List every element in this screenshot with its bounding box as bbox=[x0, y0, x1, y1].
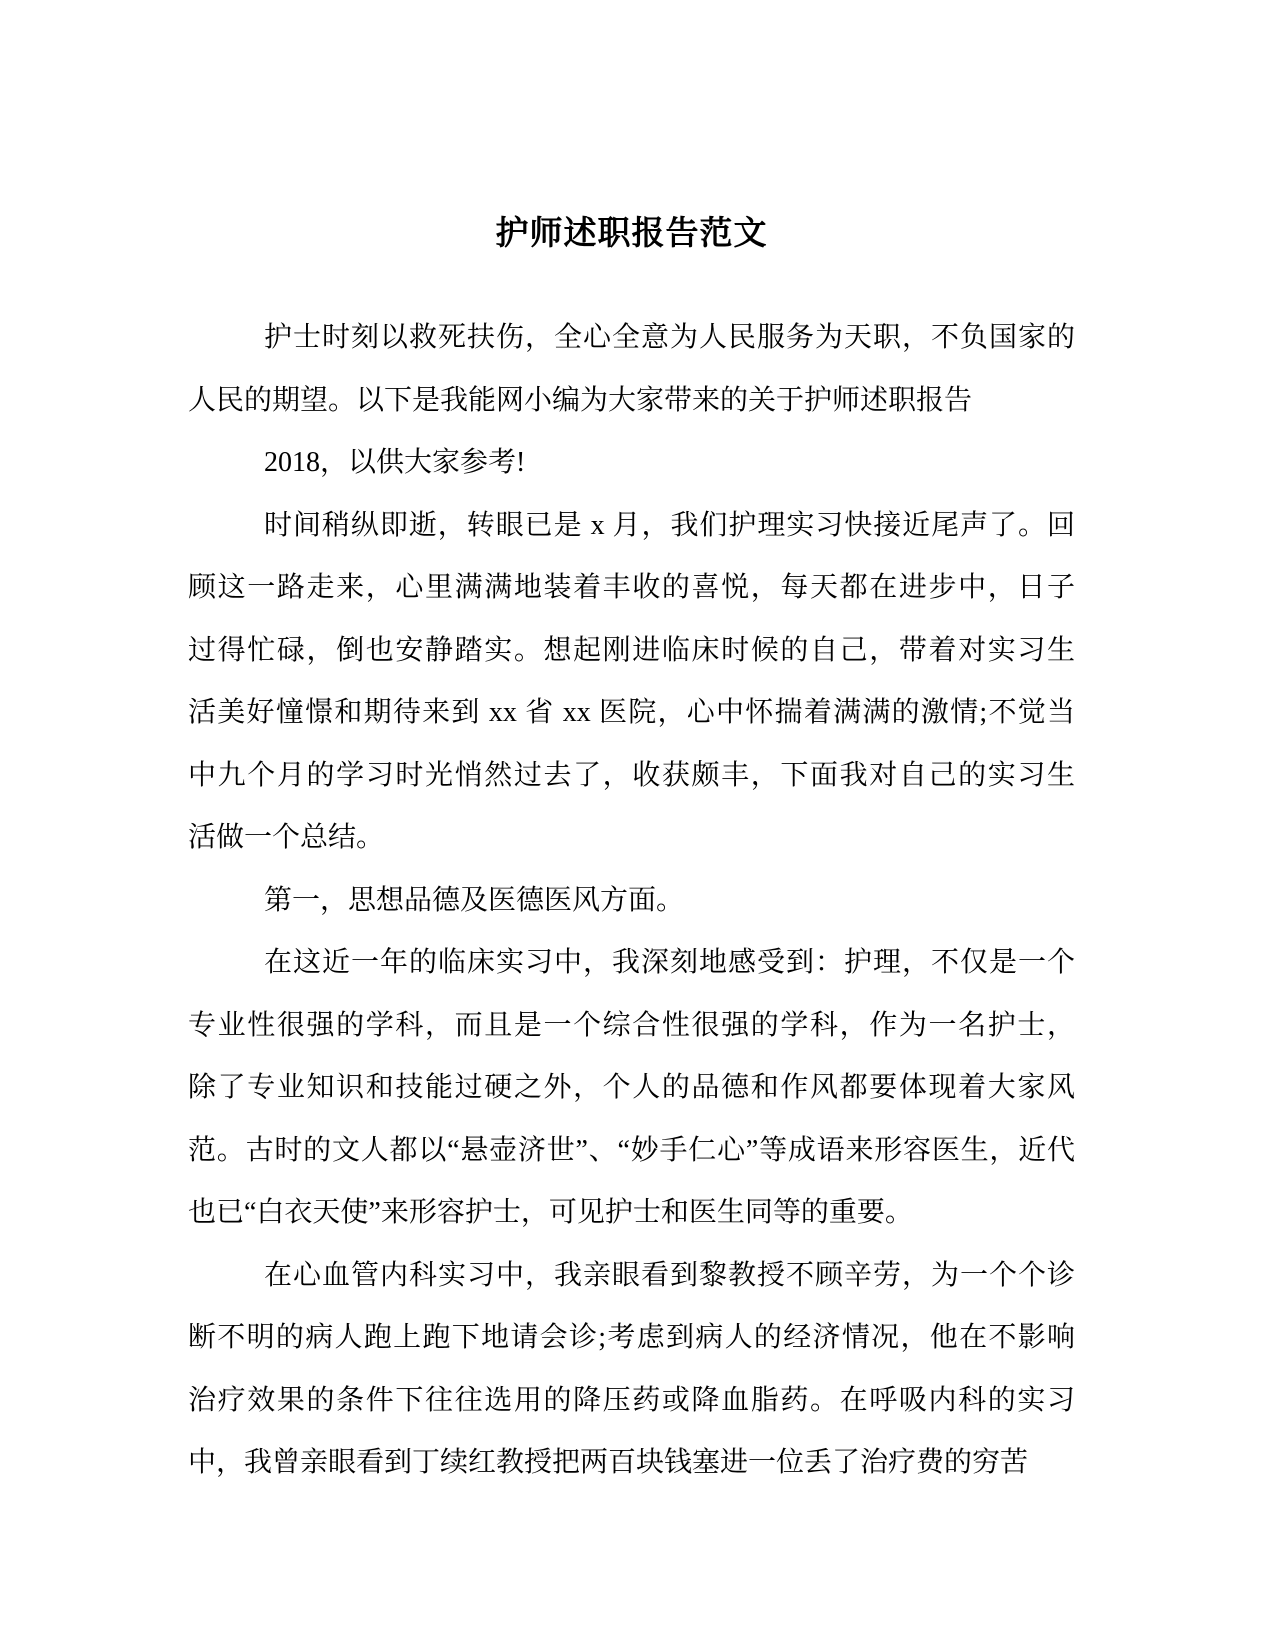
text-line: 中，我曾亲眼看到丁续红教授把两百块钱塞进一位丢了治疗费的穷苦 bbox=[188, 1447, 1029, 1478]
text-line: 在这近一年的临床实习中，我深刻地感受到：护理，不仅是一个 bbox=[264, 947, 1075, 978]
document-body bbox=[188, 307, 1075, 1495]
text-line: 断不明的病人跑上跑下地请会诊;考虑到病人的经济情况，他在不影响 bbox=[188, 1322, 1075, 1353]
text-line: 治疗效果的条件下往往选用的降压药或降血脂药。在呼吸内科的实习 bbox=[188, 1384, 1075, 1416]
text-line: 人民的期望。以下是我能网小编为大家带来的关于护师述职报告 bbox=[188, 384, 973, 416]
text-line: 专业性很强的学科，而且是一个综合性很强的学科，作为一名护士， bbox=[188, 1009, 1075, 1041]
text-line: 第一，思想品德及医德医风方面。 bbox=[264, 884, 685, 916]
text-line: 护士时刻以救死扶伤，全心全意为人民服务为天职，不负国家的 bbox=[264, 322, 1075, 353]
text-line: 2018，以供大家参考! bbox=[264, 447, 526, 478]
text-line: 过得忙碌，倒也安静踏实。想起刚进临床时候的自己，带着对实习生 bbox=[188, 634, 1075, 666]
document-title: 护师述职报告范文 bbox=[495, 214, 768, 251]
text-line: 在心血管内科实习中，我亲眼看到黎教授不顾辛劳，为一个个诊 bbox=[264, 1259, 1075, 1291]
text-line: 也已“白衣天使”来形容护士，可见护士和医生同等的重要。 bbox=[188, 1197, 913, 1228]
text-line: 除了专业知识和技能过硬之外，个人的品德和作风都要体现着大家风 bbox=[188, 1072, 1075, 1103]
text-line: 活做一个总结。 bbox=[188, 822, 385, 853]
text-line: 范。古时的文人都以“悬壶济世”、“妙手仁心”等成语来形容医生，近代 bbox=[188, 1134, 1075, 1166]
text-line: 中九个月的学习时光悄然过去了，收获颇丰，下面我对自己的实习生 bbox=[188, 759, 1075, 791]
text-line: 顾这一路走来，心里满满地装着丰收的喜悦，每天都在进步中，日子 bbox=[188, 572, 1075, 603]
text-line: 活美好憧憬和期待来到 xx 省 xx 医院，心中怀揣着满满的激情;不觉当 bbox=[188, 697, 1075, 728]
text-line: 时间稍纵即逝，转眼已是 x 月，我们护理实习快接近尾声了。回 bbox=[264, 509, 1075, 541]
